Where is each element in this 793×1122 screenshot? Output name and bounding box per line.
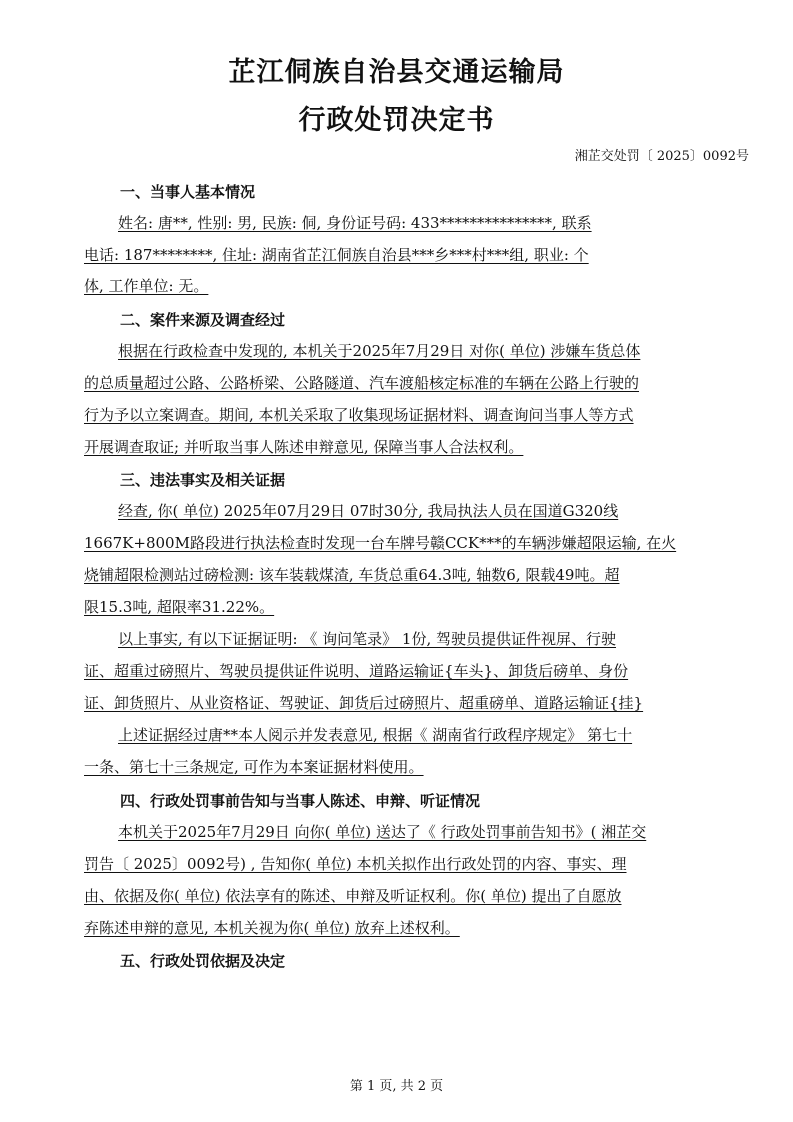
section-heading-5: 五、行政处罚依据及决定 xyxy=(120,952,286,970)
evidence-line: 证、超重过磅照片、驾驶员提供证件说明、道路运输证{车头}、卸货后磅单、身份 xyxy=(84,662,629,680)
section-3-line: 烧铺超限检测站过磅检测: 该车装载煤渣, 车货总重64.3吨, 轴数6, 限载49吨。超 xyxy=(84,566,620,584)
section-3-line: 经查, 你( 单位) 2025年07月29日 07时30分, 我局执法人员在国道G320线 xyxy=(118,502,619,520)
document-number: 湘芷交处罚〔 2025〕0092号 xyxy=(574,149,749,164)
section-1-line: 姓名: 唐**, 性别: 男, 民族: 侗, 身份证号码: 433***************, 联系 xyxy=(118,214,592,232)
document-subtitle: 行政处罚决定书 xyxy=(298,105,495,136)
section-1-line: 电话: 187********, 住址: 湖南省芷江侗族自治县***乡***村***组, 职业: 个 xyxy=(84,246,589,264)
section-4-line: 弃陈述申辩的意见, 本机关视为你( 单位) 放弃上述权利。 xyxy=(84,919,460,937)
evidence-line: 以上事实, 有以下证据证明: 《 询问笔录》 1份, 驾驶员提供证件视屏、行驶 xyxy=(118,630,616,648)
section-4-line: 本机关于2025年7月29日 向你( 单位) 送达了《 行政处罚事前告知书》( 湘芷交 xyxy=(118,823,647,841)
section-2-line: 根据在行政检查中发现的, 本机关于2025年7月29日 对你( 单位) 涉嫌车货总体 xyxy=(118,342,641,360)
section-3-line: 限15.3吨, 超限率31.22%。 xyxy=(84,598,275,616)
section-heading-2: 二、案件来源及调查经过 xyxy=(120,311,286,329)
evidence-line: 上述证据经过唐**本人阅示并发表意见, 根据《 湖南省行政程序规定》 第七十 xyxy=(118,726,633,744)
section-2-line: 开展调查取证; 并听取当事人陈述申辩意见, 保障当事人合法权利。 xyxy=(84,438,524,456)
document-title: 芷江侗族自治县交通运输局 xyxy=(228,57,565,88)
section-4-line: 由、依据及你( 单位) 依法享有的陈述、申辩及听证权利。你( 单位) 提出了自愿放 xyxy=(84,887,622,905)
evidence-line: 一条、第七十三条规定, 可作为本案证据材料使用。 xyxy=(84,758,424,776)
section-heading-4: 四、行政处罚事前告知与当事人陈述、申辩、听证情况 xyxy=(120,792,481,810)
section-2-line: 行为予以立案调查。期间, 本机关采取了收集现场证据材料、调查询问当事人等方式 xyxy=(84,406,634,424)
section-2-line: 的总质量超过公路、公路桥梁、公路隧道、汽车渡船核定标准的车辆在公路上行驶的 xyxy=(84,374,640,392)
page-footer: 第 1 页, 共 2 页 xyxy=(349,1079,444,1094)
section-3-line: 1667K+800M路段进行执法检查时发现一台车牌号赣CCK***的车辆涉嫌超限运输, 在火 xyxy=(84,534,677,552)
evidence-line: 证、卸货照片、从业资格证、驾驶证、卸货后过磅照片、超重磅单、道路运输证{挂} xyxy=(84,694,644,712)
section-heading-3: 三、违法事实及相关证据 xyxy=(120,471,286,489)
section-heading-1: 一、当事人基本情况 xyxy=(120,183,256,201)
section-1-line: 体, 工作单位: 无。 xyxy=(84,277,209,295)
section-4-line: 罚告〔 2025〕0092号) , 告知你( 单位) 本机关拟作出行政处罚的内容、事实、理 xyxy=(84,855,627,873)
